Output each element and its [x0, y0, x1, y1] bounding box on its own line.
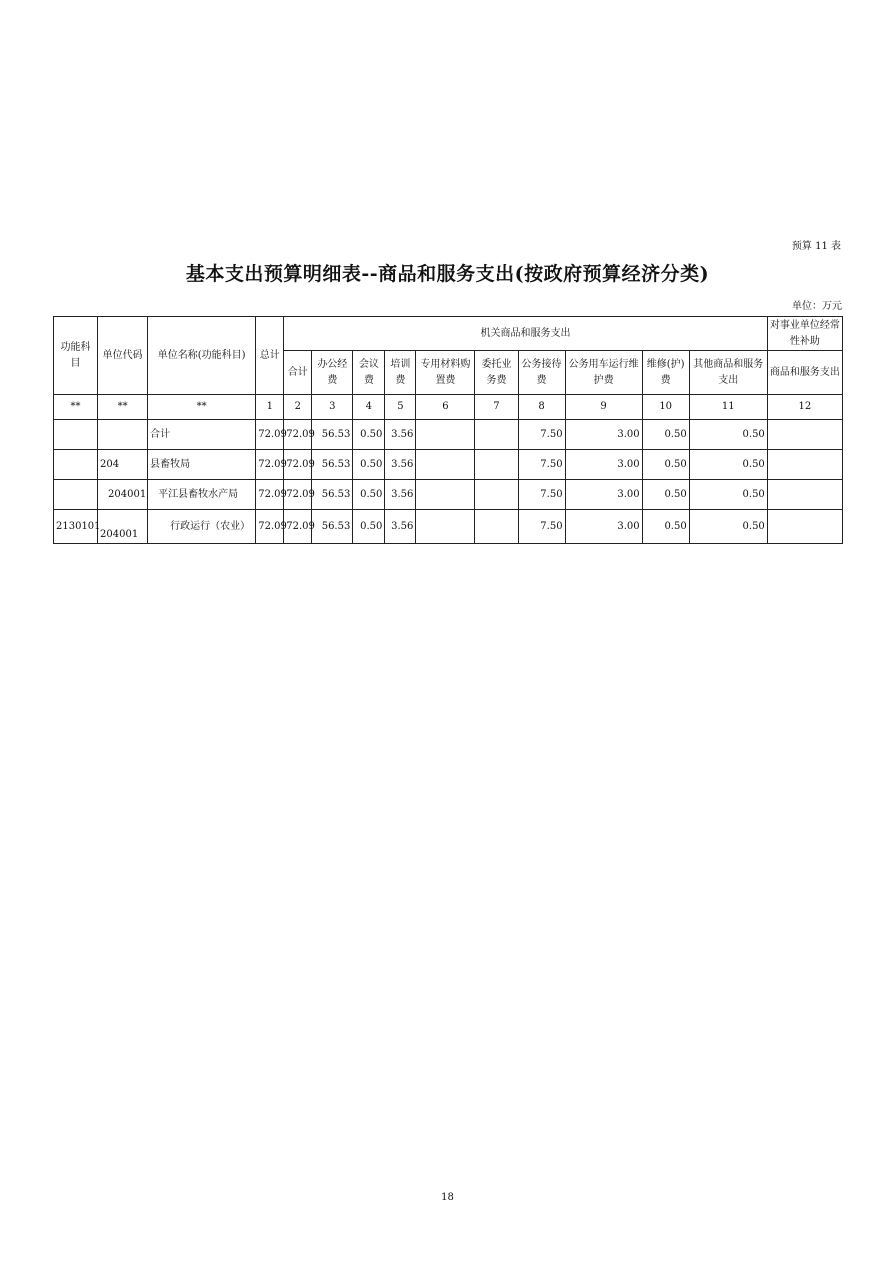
header-col-a: 专用材料购置费 — [416, 351, 475, 395]
index-cell: 5 — [385, 395, 416, 420]
index-cell: ** — [54, 395, 98, 420]
value-cell — [475, 510, 518, 544]
index-cell: 10 — [642, 395, 689, 420]
header-total: 总计 — [256, 317, 284, 395]
value-cell: 72.09 — [284, 420, 312, 450]
unit-name-cell: 平江县畜牧水产局 — [148, 480, 256, 510]
func-subject-cell — [54, 480, 98, 510]
value-cell: 72.09 — [284, 480, 312, 510]
table-row — [54, 420, 843, 450]
header-col-a: 委托业务费 — [475, 351, 518, 395]
value-cell — [767, 450, 842, 480]
value-cell: 3.00 — [565, 480, 642, 510]
value-cell: 3.56 — [385, 510, 416, 544]
value-cell: 0.50 — [353, 450, 385, 480]
value-cell — [416, 480, 475, 510]
header-col-a: 合计 — [284, 351, 312, 395]
index-cell: ** — [148, 395, 256, 420]
value-cell: 7.50 — [518, 480, 565, 510]
header-col-a: 会议费 — [353, 351, 385, 395]
value-cell: 56.53 — [312, 480, 353, 510]
func-subject-cell: 2130101 — [54, 510, 98, 544]
value-cell: 72.09 — [256, 510, 284, 544]
index-cell: 9 — [565, 395, 642, 420]
header-group-b: 对事业单位经常性补助 — [767, 317, 842, 351]
index-cell: 1 — [256, 395, 284, 420]
value-cell: 7.50 — [518, 420, 565, 450]
value-cell — [475, 480, 518, 510]
value-cell: 3.00 — [565, 510, 642, 544]
page-title: 基本支出预算明细表--商品和服务支出(按政府预算经济分类) — [185, 263, 710, 285]
value-cell: 0.50 — [689, 420, 767, 450]
value-cell: 72.09 — [256, 450, 284, 480]
unit-label: 单位：万元 — [792, 301, 842, 312]
value-cell — [767, 480, 842, 510]
value-cell — [475, 450, 518, 480]
value-cell — [416, 510, 475, 544]
value-cell: 56.53 — [312, 420, 353, 450]
value-cell: 56.53 — [312, 450, 353, 480]
unit-code-cell: 204 — [98, 450, 148, 480]
header-unit-name: 单位名称(功能科目) — [148, 317, 256, 395]
value-cell — [767, 420, 842, 450]
func-subject-cell — [54, 420, 98, 450]
value-cell: 72.09 — [256, 480, 284, 510]
value-cell: 0.50 — [642, 450, 689, 480]
index-cell: 3 — [312, 395, 353, 420]
unit-code-cell: 204001 — [98, 480, 148, 510]
table-row — [54, 480, 843, 510]
value-cell: 0.50 — [642, 510, 689, 544]
unit-name-cell: 县畜牧局 — [148, 450, 256, 480]
value-cell — [416, 450, 475, 480]
value-cell: 3.56 — [385, 450, 416, 480]
value-cell: 0.50 — [642, 420, 689, 450]
value-cell: 3.56 — [385, 420, 416, 450]
header-col-b: 商品和服务支出 — [767, 351, 842, 395]
index-cell: 6 — [416, 395, 475, 420]
index-cell: ** — [98, 395, 148, 420]
value-cell — [416, 420, 475, 450]
header-col-a: 办公经费 — [312, 351, 353, 395]
header-col-a: 公务用车运行维护费 — [565, 351, 642, 395]
value-cell — [475, 420, 518, 450]
header-group-a: 机关商品和服务支出 — [284, 317, 768, 351]
index-cell: 2 — [284, 395, 312, 420]
value-cell: 3.56 — [385, 480, 416, 510]
header-unit-code: 单位代码 — [98, 317, 148, 395]
unit-name-cell: 合计 — [148, 420, 256, 450]
page-number: 18 — [441, 1192, 454, 1203]
unit-name-cell: 行政运行（农业） — [148, 510, 256, 544]
index-cell: 8 — [518, 395, 565, 420]
table-number: 预算 11 表 — [791, 241, 841, 252]
value-cell: 0.50 — [642, 480, 689, 510]
index-cell: 4 — [353, 395, 385, 420]
header-col-a: 公务接待费 — [518, 351, 565, 395]
value-cell: 0.50 — [353, 510, 385, 544]
value-cell: 72.09 — [284, 510, 312, 544]
index-cell: 11 — [689, 395, 767, 420]
value-cell: 0.50 — [353, 480, 385, 510]
value-cell: 56.53 — [312, 510, 353, 544]
value-cell: 72.09 — [256, 420, 284, 450]
value-cell: 3.00 — [565, 450, 642, 480]
value-cell: 0.50 — [353, 420, 385, 450]
unit-code-cell: 204001 — [98, 510, 148, 544]
value-cell: 0.50 — [689, 480, 767, 510]
unit-code-cell — [98, 420, 148, 450]
header-func-subject: 功能科目 — [54, 317, 98, 395]
func-subject-cell — [54, 450, 98, 480]
value-cell: 7.50 — [518, 450, 565, 480]
header-col-a: 其他商品和服务支出 — [689, 351, 767, 395]
index-cell: 7 — [475, 395, 518, 420]
table-row — [54, 450, 843, 480]
value-cell: 3.00 — [565, 420, 642, 450]
value-cell: 0.50 — [689, 450, 767, 480]
header-col-a: 维修(护)费 — [642, 351, 689, 395]
index-cell: 12 — [767, 395, 842, 420]
value-cell: 0.50 — [689, 510, 767, 544]
table-row — [54, 510, 843, 544]
value-cell — [767, 510, 842, 544]
budget-table — [53, 316, 843, 544]
value-cell: 7.50 — [518, 510, 565, 544]
value-cell: 72.09 — [284, 450, 312, 480]
header-col-a: 培训费 — [385, 351, 416, 395]
